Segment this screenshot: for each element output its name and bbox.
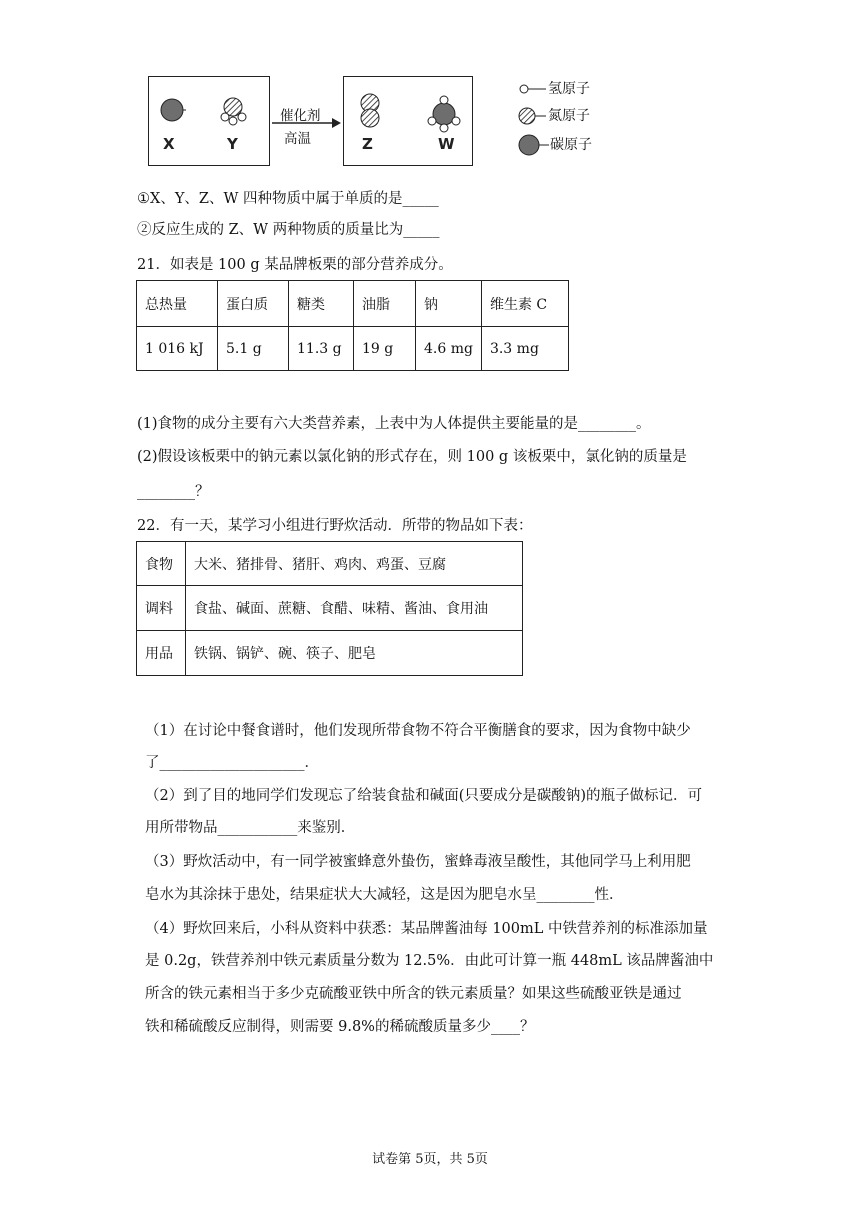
table-header-cell: 蛋白质 (218, 281, 289, 327)
table-cell-category: 调料 (137, 586, 186, 631)
hydrogen-atom-icon (518, 82, 548, 96)
table-cell: 11.3 g (289, 327, 354, 371)
page-footer: 试卷第 5页，共 5页 (372, 1152, 488, 1167)
arrow-condition-temperature: 高温 (284, 131, 311, 147)
label-w: W (438, 135, 455, 153)
q22-part3-line1: （3）野炊活动中，有一同学被蜜蜂意外蛰伤，蜜蜂毒液呈酸性，其他同学马上利用肥 (145, 854, 691, 870)
camping-items-table (136, 541, 523, 676)
q22-part3-line2: 皂水为其涂抹于患处，结果症状大大减轻，这是因为肥皂水呈________性． (145, 887, 624, 903)
table-row (137, 281, 569, 327)
table-cell-items: 食盐、碱面、蔗糖、食醋、味精、酱油、食用油 (186, 586, 523, 631)
table-cell: 5.1 g (218, 327, 289, 371)
q22-part2-line2: 用所带物品___________来鉴别． (145, 820, 356, 836)
q22-part1-line1: （1）在讨论中餐食谱时，他们发现所带食物不符合平衡膳食的要求，因为食物中缺少 (145, 723, 691, 739)
q21-part2-line1: (2)假设该板栗中的钠元素以氯化钠的形式存在，则 100 g 该板栗中，氯化钠的质量是 (137, 449, 687, 465)
table-cell-items: 铁锅、锅铲、碗、筷子、肥皂 (186, 631, 523, 676)
table-row (137, 586, 523, 631)
table-cell: 1 016 kJ (137, 327, 218, 371)
table-row (137, 542, 523, 586)
legend-carbon (518, 133, 592, 157)
table-header-cell: 维生素 C (481, 281, 568, 327)
table-cell-items: 大米、猪排骨、猪肝、鸡肉、鸡蛋、豆腐 (186, 542, 523, 586)
nitrogen-atom-icon (518, 106, 548, 126)
table-row (137, 327, 569, 371)
table-cell: 3.3 mg (481, 327, 568, 371)
label-y: Y (227, 135, 238, 153)
legend-nitrogen-label: 氮原子 (548, 108, 590, 124)
nitrogen-atom-icon (361, 109, 379, 127)
table-cell: 19 g (354, 327, 416, 371)
q21-stem: 21．如表是 100 g 某品牌板栗的部分营养成分。 (137, 257, 453, 273)
legend-carbon-label: 碳原子 (550, 137, 592, 153)
legend-nitrogen (518, 105, 590, 126)
hydrogen-atom-icon (229, 117, 237, 125)
carbon-atom-icon (518, 133, 550, 157)
hydrogen-atom-icon (238, 113, 246, 121)
table-row (137, 631, 523, 676)
legend-hydrogen (518, 78, 590, 98)
table-cell-category: 食物 (137, 542, 186, 586)
table-header-cell: 油脂 (354, 281, 416, 327)
hydrogen-atom-icon (440, 124, 448, 132)
q22-part4-line4: 铁和稀硫酸反应制得，则需要 9.8%的稀硫酸质量多少____？ (145, 1019, 535, 1035)
table-cell-category: 用品 (137, 631, 186, 676)
hydrogen-atom-icon (221, 113, 229, 121)
products-box (343, 76, 473, 166)
q22-part4-line1: （4）野炊回来后，小科从资料中获悉：某品牌酱油每 100mL 中铁营养剂的标准添加量 (145, 921, 708, 937)
carbon-atom-icon (161, 99, 183, 121)
table-header-cell: 钠 (416, 281, 482, 327)
q22-part2-line1: （2）到了目的地同学们发现忘了给装食盐和碱面(只要成分是碳酸钠)的瓶子做标记．可 (145, 788, 703, 804)
label-x: X (163, 135, 175, 153)
hydrogen-atom-icon (428, 117, 436, 125)
hydrogen-atom-icon (452, 117, 460, 125)
q22-stem: 22．有一天，某学习小组进行野炊活动．所带的物品如下表： (137, 518, 533, 534)
nutrition-table (136, 280, 569, 371)
q22-part1-line2: 了____________________． (145, 755, 319, 771)
q21-part1: (1)食物的成分主要有六大类营养素，上表中为人体提供主要能量的是________。 (137, 416, 651, 432)
legend-hydrogen-label: 氢原子 (548, 81, 590, 97)
label-z: Z (362, 135, 373, 153)
arrow-condition-catalyst: 催化剂 (280, 108, 321, 124)
q20-part1: ①X、Y、Z、W 四种物质中属于单质的是_____ (137, 191, 439, 207)
q20-part2: ②反应生成的 Z、W 两种物质的质量比为_____ (137, 222, 440, 238)
table-cell: 4.6 mg (416, 327, 482, 371)
reactants-box (148, 76, 270, 166)
q22-part4-line2: 是 0.2g，铁营养剂中铁元素质量分数为 12.5%．由此可计算一瓶 448mL 该品牌酱油中 (145, 953, 714, 969)
q22-part4-line3: 所含的铁元素相当于多少克硫酸亚铁中所含的铁元素质量？如果这些硫酸亚铁是通过 (145, 986, 682, 1002)
table-header-cell: 总热量 (137, 281, 218, 327)
table-header-cell: 糖类 (289, 281, 354, 327)
hydrogen-atom-icon (440, 96, 448, 104)
q21-part2-line2: ________？ (137, 484, 210, 500)
